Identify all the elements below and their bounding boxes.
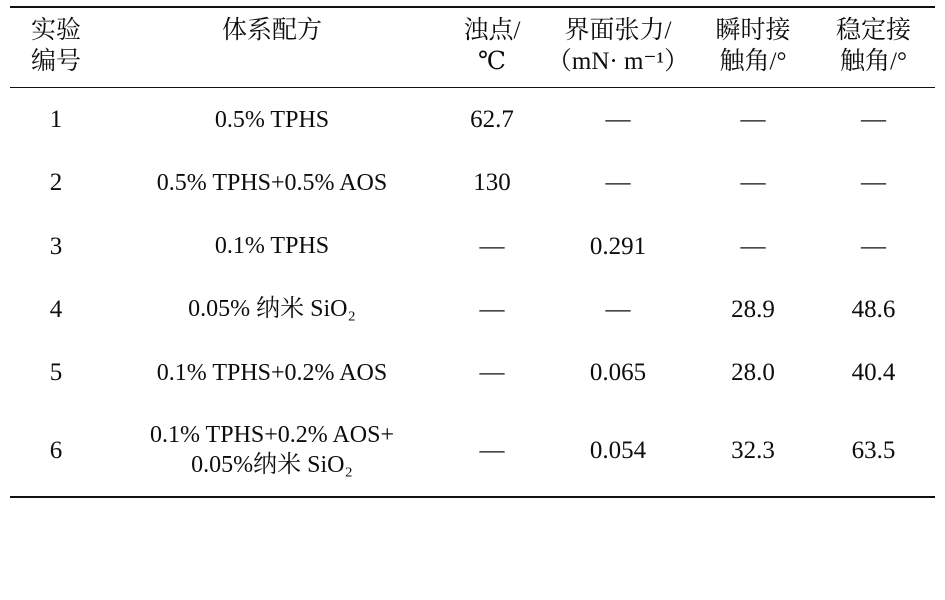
table-header: [10, 7, 935, 88]
header-line: 界面张力/: [564, 17, 672, 44]
column-header-experiment-no: [10, 7, 102, 88]
formula-line: 0.1% TPHS: [214, 233, 330, 260]
cell-stable-contact-angle: 48.6: [851, 295, 896, 323]
cell-interfacial-tension: —: [605, 106, 631, 133]
table-row: [10, 215, 935, 278]
table-row: [10, 88, 935, 152]
cell-instant-contact-angle: —: [740, 106, 766, 133]
cell-cloud-point: —: [479, 232, 505, 260]
cell-instant-contact-angle: 28.0: [731, 359, 775, 386]
header-line: 编号: [30, 47, 81, 75]
formula-line: 0.05% 纳米 SiO₂: [188, 296, 356, 323]
header-line: （mN· m⁻¹）: [546, 47, 690, 75]
cell-stable-contact-angle: 40.4: [851, 359, 896, 386]
header-row: [10, 7, 935, 88]
header-line: 触角/°: [719, 47, 787, 75]
table-row: [10, 404, 935, 497]
cell-experiment-no: 3: [49, 232, 63, 260]
table-row: [10, 278, 935, 341]
cell-experiment-no: 2: [49, 169, 63, 197]
cell-instant-contact-angle: —: [740, 232, 766, 260]
column-header-cloud-point: [442, 7, 542, 88]
formula-line: 0.1% TPHS+0.2% AOS+: [150, 422, 394, 449]
cell-instant-contact-angle: 32.3: [694, 404, 812, 497]
cell-experiment-no: 6: [10, 404, 102, 497]
cell-stable-contact-angle: —: [861, 232, 886, 260]
table-row: [10, 341, 935, 404]
cell-interfacial-tension: —: [605, 169, 631, 197]
column-header-formula: [102, 7, 442, 88]
cell-experiment-no: 5: [49, 359, 63, 386]
header-line: 瞬时接: [715, 17, 791, 44]
cell-cloud-point: —: [442, 404, 542, 497]
header-line: 体系配方: [221, 17, 322, 44]
header-line: 实验: [30, 17, 81, 44]
cell-formula: [102, 341, 442, 404]
header-line: 稳定接: [835, 17, 911, 44]
cell-formula: [102, 88, 442, 152]
header-line: 浊点/: [463, 17, 521, 44]
cell-cloud-point: 130: [473, 169, 511, 197]
column-header-stable-contact-angle: [812, 7, 935, 88]
cell-interfacial-tension: 0.291: [589, 232, 647, 260]
experiment-results-table: [10, 6, 935, 498]
table-body: [10, 88, 935, 498]
column-header-interfacial-tension: [542, 7, 694, 88]
cell-cloud-point: —: [479, 359, 505, 386]
cell-formula: [102, 151, 442, 214]
cell-cloud-point: 62.7: [470, 106, 514, 133]
header-line: 触角/°: [840, 47, 907, 75]
cell-stable-contact-angle: —: [861, 169, 886, 197]
cell-stable-contact-angle: 63.5: [812, 404, 935, 497]
cell-experiment-no: 1: [49, 106, 63, 133]
cell-interfacial-tension: 0.065: [589, 359, 647, 386]
column-header-instant-contact-angle: [694, 7, 812, 88]
header-line: ℃: [478, 47, 506, 75]
table-row: [10, 151, 935, 214]
formula-line: 0.1% TPHS+0.2% AOS: [156, 359, 388, 386]
cell-instant-contact-angle: 28.9: [731, 295, 775, 323]
formula-line: 0.5% TPHS+0.5% AOS: [156, 169, 388, 196]
cell-formula: [102, 404, 442, 497]
formula-line: 0.05%纳米 SiO₂: [191, 452, 353, 479]
cell-interfacial-tension: 0.054: [542, 404, 694, 497]
cell-cloud-point: —: [479, 295, 505, 323]
cell-interfacial-tension: —: [605, 295, 631, 323]
cell-formula: [102, 278, 442, 341]
cell-stable-contact-angle: —: [861, 106, 886, 133]
cell-instant-contact-angle: —: [740, 169, 766, 197]
formula-line: 0.5% TPHS: [214, 106, 330, 133]
cell-experiment-no: 4: [49, 295, 63, 323]
cell-formula: [102, 215, 442, 278]
